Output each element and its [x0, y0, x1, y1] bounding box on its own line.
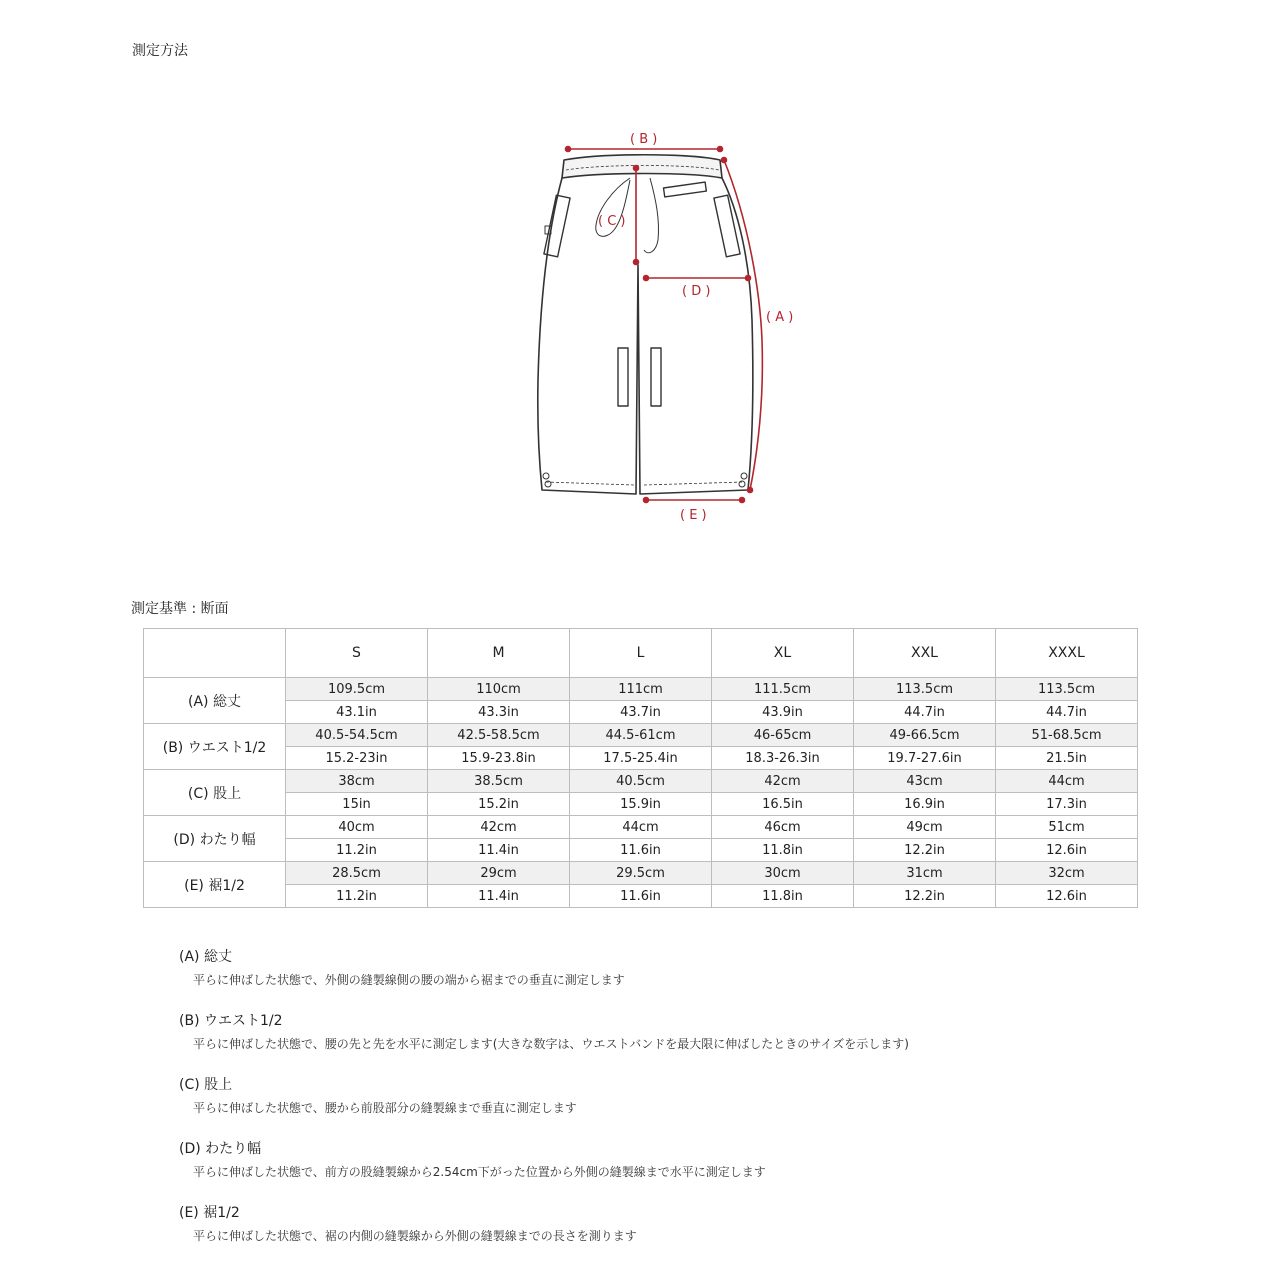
note-text-c: 平らに伸ばした状態で、腰から前股部分の縫製線まで垂直に測定します [193, 1101, 577, 1115]
pants-body [538, 178, 753, 494]
value-cell: 49cm [854, 816, 996, 839]
value-cell: 109.5cm [286, 678, 428, 701]
value-cell: 11.8in [712, 885, 854, 908]
header-empty-cell [144, 629, 286, 678]
value-cell: 43.9in [712, 701, 854, 724]
value-cell: 40.5cm [570, 770, 712, 793]
value-cell: 11.2in [286, 839, 428, 862]
value-cell: 42.5-58.5cm [428, 724, 570, 747]
pants-measurement-diagram [0, 0, 1280, 560]
thigh-pocket-right [651, 348, 661, 406]
value-cell: 44cm [570, 816, 712, 839]
label-e: ( E ) [680, 508, 707, 523]
value-cell: 42cm [712, 770, 854, 793]
value-cell: 11.4in [428, 885, 570, 908]
value-cell: 16.5in [712, 793, 854, 816]
value-cell: 15.2in [428, 793, 570, 816]
value-cell: 12.6in [996, 885, 1138, 908]
table-row-d-in [144, 839, 1138, 862]
note-text-d: 平らに伸ばした状態で、前方の股縫製線から2.54cm下がった位置から外側の縫製線まで水平に測定します [193, 1165, 766, 1179]
label-a: ( A ) [766, 310, 794, 325]
table-row-a-in [144, 701, 1138, 724]
value-cell: 11.6in [570, 839, 712, 862]
table-row-e-cm [144, 862, 1138, 885]
value-cell: 11.6in [570, 885, 712, 908]
value-cell: 111cm [570, 678, 712, 701]
label-b: ( B ) [630, 132, 658, 147]
coin-pocket [664, 182, 707, 197]
value-cell: 32cm [996, 862, 1138, 885]
value-cell: 43cm [854, 770, 996, 793]
value-cell: 111.5cm [712, 678, 854, 701]
table-row-a-cm [144, 678, 1138, 701]
pants-outline [538, 155, 753, 494]
note-text-e: 平らに伸ばした状態で、裾の内側の縫製線から外側の縫製線までの長さを測ります [193, 1229, 637, 1243]
size-header: XXXL [996, 629, 1138, 678]
value-cell: 113.5cm [996, 678, 1138, 701]
table-row-c-in [144, 793, 1138, 816]
label-d: ( D ) [682, 284, 711, 299]
value-cell: 19.7-27.6in [854, 747, 996, 770]
size-header: S [286, 629, 428, 678]
table-row-b-cm [144, 724, 1138, 747]
value-cell: 44.7in [854, 701, 996, 724]
dimension-lines [566, 147, 763, 503]
note-title-d: (D) わたり幅 [179, 1141, 262, 1157]
size-header: XXL [854, 629, 996, 678]
measurement-standard-label: 測定基準 : 断面 [131, 601, 229, 617]
value-cell: 17.5-25.4in [570, 747, 712, 770]
value-cell: 15.9in [570, 793, 712, 816]
value-cell: 51-68.5cm [996, 724, 1138, 747]
value-cell: 43.7in [570, 701, 712, 724]
value-cell: 44.7in [996, 701, 1138, 724]
value-cell: 30cm [712, 862, 854, 885]
value-cell: 29.5cm [570, 862, 712, 885]
value-cell: 51cm [996, 816, 1138, 839]
value-cell: 12.6in [996, 839, 1138, 862]
value-cell: 46-65cm [712, 724, 854, 747]
note-title-c: (C) 股上 [179, 1077, 233, 1093]
note-text-b: 平らに伸ばした状態で、腰の先と先を水平に測定します(大きな数字は、ウエストバンドを最大限に伸ばしたときのサイズを示します) [193, 1037, 909, 1051]
value-cell: 18.3-26.3in [712, 747, 854, 770]
value-cell: 11.8in [712, 839, 854, 862]
table-row-b-in [144, 747, 1138, 770]
value-cell: 16.9in [854, 793, 996, 816]
value-cell: 38.5cm [428, 770, 570, 793]
size-header: XL [712, 629, 854, 678]
label-c: ( C ) [598, 214, 626, 229]
right-pocket [714, 195, 740, 257]
value-cell: 38cm [286, 770, 428, 793]
note-title-e: (E) 裾1/2 [179, 1205, 240, 1221]
value-cell: 42cm [428, 816, 570, 839]
value-cell: 11.2in [286, 885, 428, 908]
value-cell: 12.2in [854, 839, 996, 862]
size-header: M [428, 629, 570, 678]
note-title-b: (B) ウエスト1/2 [179, 1013, 283, 1029]
size-table [143, 628, 1138, 908]
note-title-a: (A) 総丈 [179, 949, 232, 965]
value-cell: 31cm [854, 862, 996, 885]
value-cell: 46cm [712, 816, 854, 839]
value-cell: 12.2in [854, 885, 996, 908]
row-label: (C) 股上 [144, 770, 286, 816]
value-cell: 15in [286, 793, 428, 816]
row-label: (A) 総丈 [144, 678, 286, 724]
row-label: (B) ウエスト1/2 [144, 724, 286, 770]
value-cell: 29cm [428, 862, 570, 885]
value-cell: 43.3in [428, 701, 570, 724]
table-row-e-in [144, 885, 1138, 908]
value-cell: 15.2-23in [286, 747, 428, 770]
value-cell: 113.5cm [854, 678, 996, 701]
thigh-pocket-left [618, 348, 628, 406]
value-cell: 17.3in [996, 793, 1138, 816]
size-header: L [570, 629, 712, 678]
value-cell: 43.1in [286, 701, 428, 724]
row-label: (D) わたり幅 [144, 816, 286, 862]
value-cell: 11.4in [428, 839, 570, 862]
value-cell: 21.5in [996, 747, 1138, 770]
table-row-d-cm [144, 816, 1138, 839]
note-text-a: 平らに伸ばした状態で、外側の縫製線側の腰の端から裾までの垂直に測定します [193, 973, 625, 987]
row-label: (E) 裾1/2 [144, 862, 286, 908]
value-cell: 110cm [428, 678, 570, 701]
value-cell: 15.9-23.8in [428, 747, 570, 770]
size-header-row [144, 629, 1138, 678]
waistband [562, 155, 722, 178]
value-cell: 40cm [286, 816, 428, 839]
value-cell: 49-66.5cm [854, 724, 996, 747]
value-cell: 40.5-54.5cm [286, 724, 428, 747]
value-cell: 44cm [996, 770, 1138, 793]
value-cell: 44.5-61cm [570, 724, 712, 747]
value-cell: 28.5cm [286, 862, 428, 885]
table-row-c-cm [144, 770, 1138, 793]
page-title: 測定方法 [132, 43, 188, 59]
